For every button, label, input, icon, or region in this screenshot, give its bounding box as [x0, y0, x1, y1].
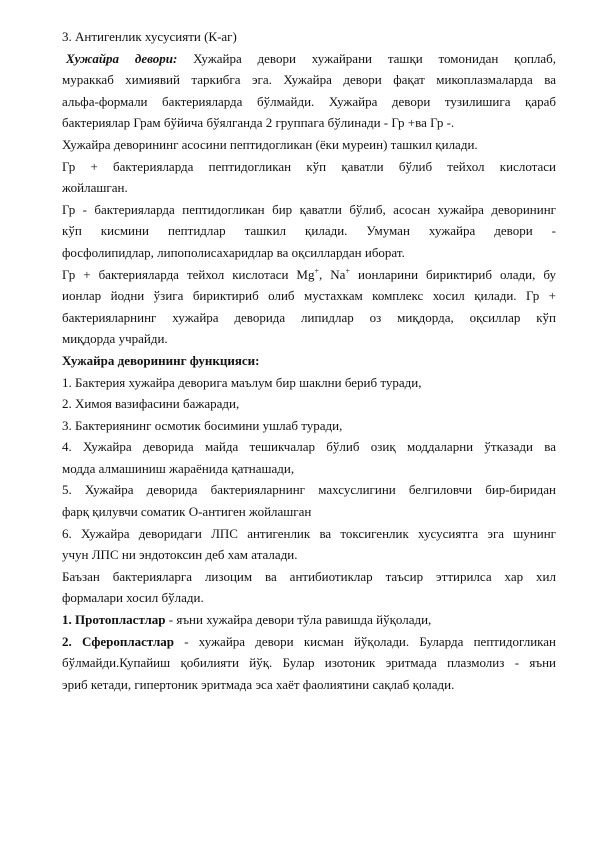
paragraph-teichoic-line-3: бактерияларнинг хужайра деворида липидлар оз миқдорда, оқсиллар кўп: [62, 309, 556, 325]
term-cell-wall: Хужайра девори:: [66, 50, 178, 66]
paragraph-teichoic-line-2: ионлар йодни ўзига бириктириб олиб мустахкам комплекс хосил қилади. Гр +: [62, 288, 556, 304]
paragraph-cell-wall-line-1: Хужайра девори: Хужайра девори хужайрани ташқи томонидан қоплаб,: [66, 50, 557, 66]
paragraph-gram-positive-line-1: Гр + бактерияларда пептидогликан кўп қаватли бўлиб тейхол кислотаси: [62, 158, 556, 174]
paragraph-peptidoglycan: Хужайра деворининг асосини пептидогликан (ёки муреин) ташкил қилади.: [62, 136, 478, 152]
function-item-1: 1. Бактерия хужайра деворига маълум бир шаклни бериб туради,: [62, 374, 422, 390]
term-spheroplasts: 2. Сферопластлар: [62, 633, 174, 649]
term-protoplasts: 1. Протопластлар: [62, 612, 166, 628]
function-item-2: 2. Химоя вазифасини бажаради,: [62, 396, 240, 412]
paragraph-cell-wall-line-2: мураккаб химиявий таркибга эга. Хужайра девори фақат микоплазмаларда ва: [62, 72, 556, 88]
paragraph-teichoic-line-4: миқдорда учрайди.: [62, 331, 168, 347]
document-page: [62, 26, 556, 695]
section-heading: 3. Антигенлик хусусияти (К-аг): [62, 29, 237, 44]
function-item-6-line-1: 6. Хужайра деворидаги ЛПС антигенлик ва токсигенлик хусусиятга эга шунинг: [62, 525, 556, 541]
paragraph-teichoic-line-1: Гр + бактерияларда тейхол кислотаси Mg+, Na+ ионларини бириктириб олади, бу: [62, 266, 556, 282]
function-item-4-line-2: модда алмашиниш жараёнида қатнашади,: [62, 460, 295, 476]
paragraph-gram-positive-line-2: жойлашган.: [62, 180, 128, 196]
spheroplasts-line-1: 2. Сферопластлар - хужайра девори кисман йўқолади. Буларда пептидогликан: [62, 633, 556, 649]
paragraph-gram-negative-line-3: фосфолипидлар, липополисахаридлар ва оқсиллардан иборат.: [62, 244, 405, 260]
function-item-4-line-1: 4. Хужайра деворида майда тешикчалар бўлиб озиқ моддаларни ўтказади ва: [62, 439, 556, 455]
paragraph-cell-wall-line-3: альфа-формали бактерияларда бўлмайди. Хужайра девори тузилишига қараб: [62, 93, 556, 109]
functions-title: Хужайра деворининг функцияси:: [62, 352, 260, 368]
paragraph-gram-negative-line-2: кўп кисмини пептидлар ташкил қилади. Умуман хужайра девори -: [62, 223, 556, 239]
spheroplasts-line-2: бўлмайди.Купайиш қобилияти йўқ. Булар изотоник эритмада плазмолиз - яъни: [62, 655, 556, 671]
paragraph-lysozyme-line-1: Баъзан бактерияларга лизоцим ва антибиотиклар таъсир эттирилса хар хил: [62, 568, 556, 584]
paragraph-cell-wall-line-4: бактериялар Грам бўйича бўялганда 2 группага бўлинади - Гр +ва Гр -.: [62, 115, 455, 131]
function-item-6-line-2: учун ЛПС ни эндотоксин деб хам аталади.: [62, 547, 298, 563]
spheroplasts-line-3: эриб кетади, гипертоник эритмада эса хаёт фаолиятини сақлаб қолади.: [62, 676, 455, 692]
function-item-3: 3. Бактериянинг осмотик босимини ушлаб туради,: [62, 417, 343, 433]
paragraph-gram-negative-line-1: Гр - бактерияларда пептидогликан бир қаватли бўлиб, асосан хужайра деворининг: [62, 201, 556, 217]
function-item-5-line-1: 5. Хужайра деворида бактерияларнинг махсуслигини белгиловчи бир-биридан: [62, 482, 556, 498]
paragraph-lysozyme-line-2: формалари хосил бўлади.: [62, 590, 204, 606]
function-item-5-line-2: фарқ қилувчи соматик О-антиген жойлашган: [62, 504, 312, 520]
protoplasts-item: 1. Протопластлар - яъни хужайра девори тўла равишда йўқолади,: [62, 612, 432, 628]
